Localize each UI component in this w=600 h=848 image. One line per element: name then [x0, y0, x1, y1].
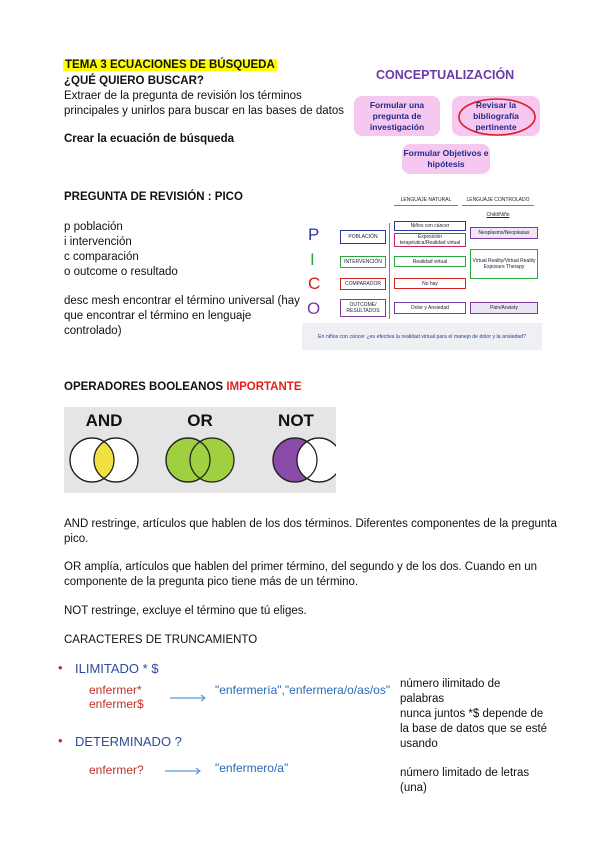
controlado-top: Child/Niño	[478, 211, 518, 219]
venn-diagrams	[64, 407, 336, 493]
header-natural: LENGUAJE NATURAL	[394, 195, 458, 206]
det-note-1: número limitado de letras	[400, 767, 530, 779]
controlado-intervencion: Virtual Reality/Virtual Reality Exposure Therapy	[470, 249, 538, 279]
ilim-note-1: número ilimitado de	[400, 678, 501, 690]
pico-line-i: i intervención	[64, 236, 132, 248]
controlado-outcome: Pain/Anxiety	[470, 302, 538, 314]
and-text-2: pico.	[64, 533, 89, 545]
label-intervencion: INTERVENCIÓN	[340, 256, 386, 268]
determinado-label: DETERMINADO ?	[75, 734, 182, 749]
table-divider	[389, 223, 390, 319]
label-outcome: OUTCOME/ RESULTADOS	[340, 299, 386, 317]
concept-title: CONCEPTUALIZACIÓN	[376, 68, 515, 82]
pico-question-footer: En niños con cáncer ¿es efectiva la realidad virtual para el manejo de dolor y la ansiedad?	[302, 323, 542, 350]
natural-comparador: No hay	[394, 278, 466, 289]
concept-box-revisar: Revisar la bibliografía pertinente	[452, 96, 540, 136]
pico-letter-o: O	[307, 299, 321, 318]
trunc-heading: CARACTERES DE TRUNCAMIENTO	[64, 634, 258, 646]
or-circle-b	[190, 438, 234, 482]
pico-heading: PREGUNTA DE REVISIÓN : PICO	[64, 191, 243, 203]
page-title: TEMA 3 ECUACIONES DE BÚSQUEDA	[65, 59, 275, 71]
desc-line-3: controlado)	[64, 325, 122, 337]
and-text-1: AND restringe, artículos que hablen de los dos términos. Diferentes componentes de la pregunta	[64, 518, 557, 530]
pico-line-c: c comparación	[64, 251, 139, 263]
desc-line-1: desc mesh encontrar el término universal (hay	[64, 295, 300, 307]
ilim-note-2: palabras	[400, 693, 445, 705]
venn-and-label: AND	[85, 411, 123, 430]
label-comparador: COMPARADOR	[340, 278, 386, 290]
desc-line-2: que encontrar el término en lenguaje	[64, 310, 252, 322]
venn-svg	[64, 407, 336, 493]
ilim-term-2: enfermer$	[89, 697, 144, 711]
pico-line-o: o outcome o resultado	[64, 266, 178, 278]
arrow-ilimitado	[170, 694, 210, 702]
natural-outcome: Dolor y Ansiedad	[394, 302, 466, 314]
det-result: "enfermero/a"	[215, 761, 289, 775]
ilim-note-4: la base de datos que se esté	[400, 723, 548, 735]
or-text-1: OR amplía, artículos que hablen del primer término, del segundo y de los dos. Cuando en un	[64, 561, 538, 573]
bool-important: IMPORTANTE	[226, 381, 302, 393]
ilim-note-5: usando	[400, 738, 438, 750]
venn-not-label: NOT	[278, 411, 314, 430]
red-ellipse-highlight	[456, 96, 538, 138]
pico-letter-i: I	[310, 250, 315, 269]
bullet-determinado: •	[58, 733, 63, 748]
det-note-2: (una)	[400, 782, 427, 794]
ilim-term-1: enfermer*	[89, 683, 142, 697]
controlado-poblacion: Neoplasms/Neoplasias	[470, 227, 538, 239]
venn-or-label: OR	[187, 411, 213, 430]
bullet-ilimitado: •	[58, 660, 63, 675]
det-term: enfermer?	[89, 763, 144, 777]
question-heading: ¿QUÉ QUIERO BUSCAR?	[64, 75, 204, 87]
concept-box-objetivos: Formular Objetivos e hipótesis	[402, 144, 490, 174]
ilim-result: "enfermería","enfermera/o/as/os"	[215, 683, 391, 697]
not-text: NOT restringe, excluye el término que tú eliges.	[64, 605, 307, 617]
concept-box-formular: Formular una pregunta de investigación	[354, 96, 440, 136]
header-controlado: LENGUAJE CONTROLADO	[462, 195, 534, 206]
natural-intervencion: Realidad virtual	[394, 256, 466, 267]
pico-table	[302, 193, 542, 350]
intro-line-1: Extraer de la pregunta de revisión los términos	[64, 90, 302, 102]
ilim-note-3: nunca juntos *$ depende de	[400, 708, 544, 720]
ilimitado-label: ILIMITADO * $	[75, 661, 159, 676]
pico-line-p: p población	[64, 221, 123, 233]
crear-ecuacion: Crear la ecuación de búsqueda	[64, 133, 235, 145]
intro-line-2: principales y unirlos para buscar en las bases de datos	[64, 105, 344, 117]
label-poblacion: POBLACIÓN	[340, 230, 386, 244]
arrow-determinado	[165, 767, 205, 775]
or-text-2: componente de la pregunta pico tiene más de un término.	[64, 576, 359, 588]
pico-letter-p: P	[308, 225, 320, 244]
natural-poblacion: Niños con cáncer	[394, 221, 466, 231]
natural-exposicion: Exposición terapéutica/Realidad virtual	[394, 233, 466, 247]
bool-heading: OPERADORES BOOLEANOS	[64, 381, 224, 393]
pico-letter-c: C	[308, 274, 321, 293]
